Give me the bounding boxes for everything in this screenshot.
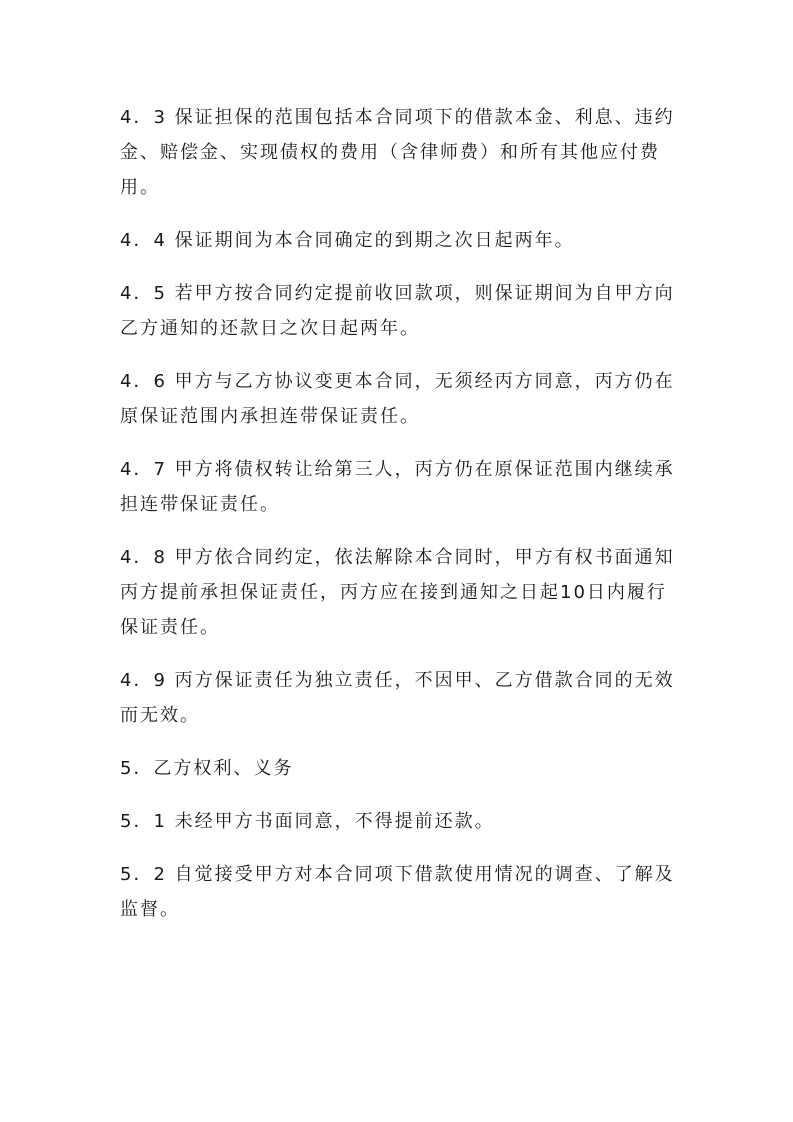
clause-4-8: 4．8 甲方依合同约定，依法解除本合同时，甲方有权书面通知丙方提前承担保证责任，丙方应在接到通知之日起10日内履行保证责任。 (120, 547, 675, 638)
clause-4-7: 4．7 甲方将债权转让给第三人，丙方仍在原保证范围内继续承担连带保证责任。 (120, 459, 675, 515)
document-body (120, 100, 680, 945)
section-5-heading: 5．乙方权利、义务 (120, 758, 294, 779)
clause-4-4: 4．4 保证期间为本合同确定的到期之次日起两年。 (120, 230, 575, 251)
clause-5-2: 5．2 自觉接受甲方对本合同项下借款使用情况的调查、了解及监督。 (120, 864, 675, 920)
clause-4-6: 4．6 甲方与乙方协议变更本合同，无须经丙方同意，丙方仍在原保证范围内承担连带保证责任。 (120, 371, 675, 427)
clause-4-3: 4．3 保证担保的范围包括本合同项下的借款本金、利息、违约金、赔偿金、实现债权的费用（含律师费）和所有其他应付费用。 (120, 107, 675, 198)
clause-4-9: 4．9 丙方保证责任为独立责任，不因甲、乙方借款合同的无效而无效。 (120, 670, 675, 726)
clause-4-5: 4．5 若甲方按合同约定提前收回款项，则保证期间为自甲方向乙方通知的还款日之次日起两年。 (120, 283, 675, 339)
clause-5-1: 5．1 未经甲方书面同意，不得提前还款。 (120, 811, 495, 832)
